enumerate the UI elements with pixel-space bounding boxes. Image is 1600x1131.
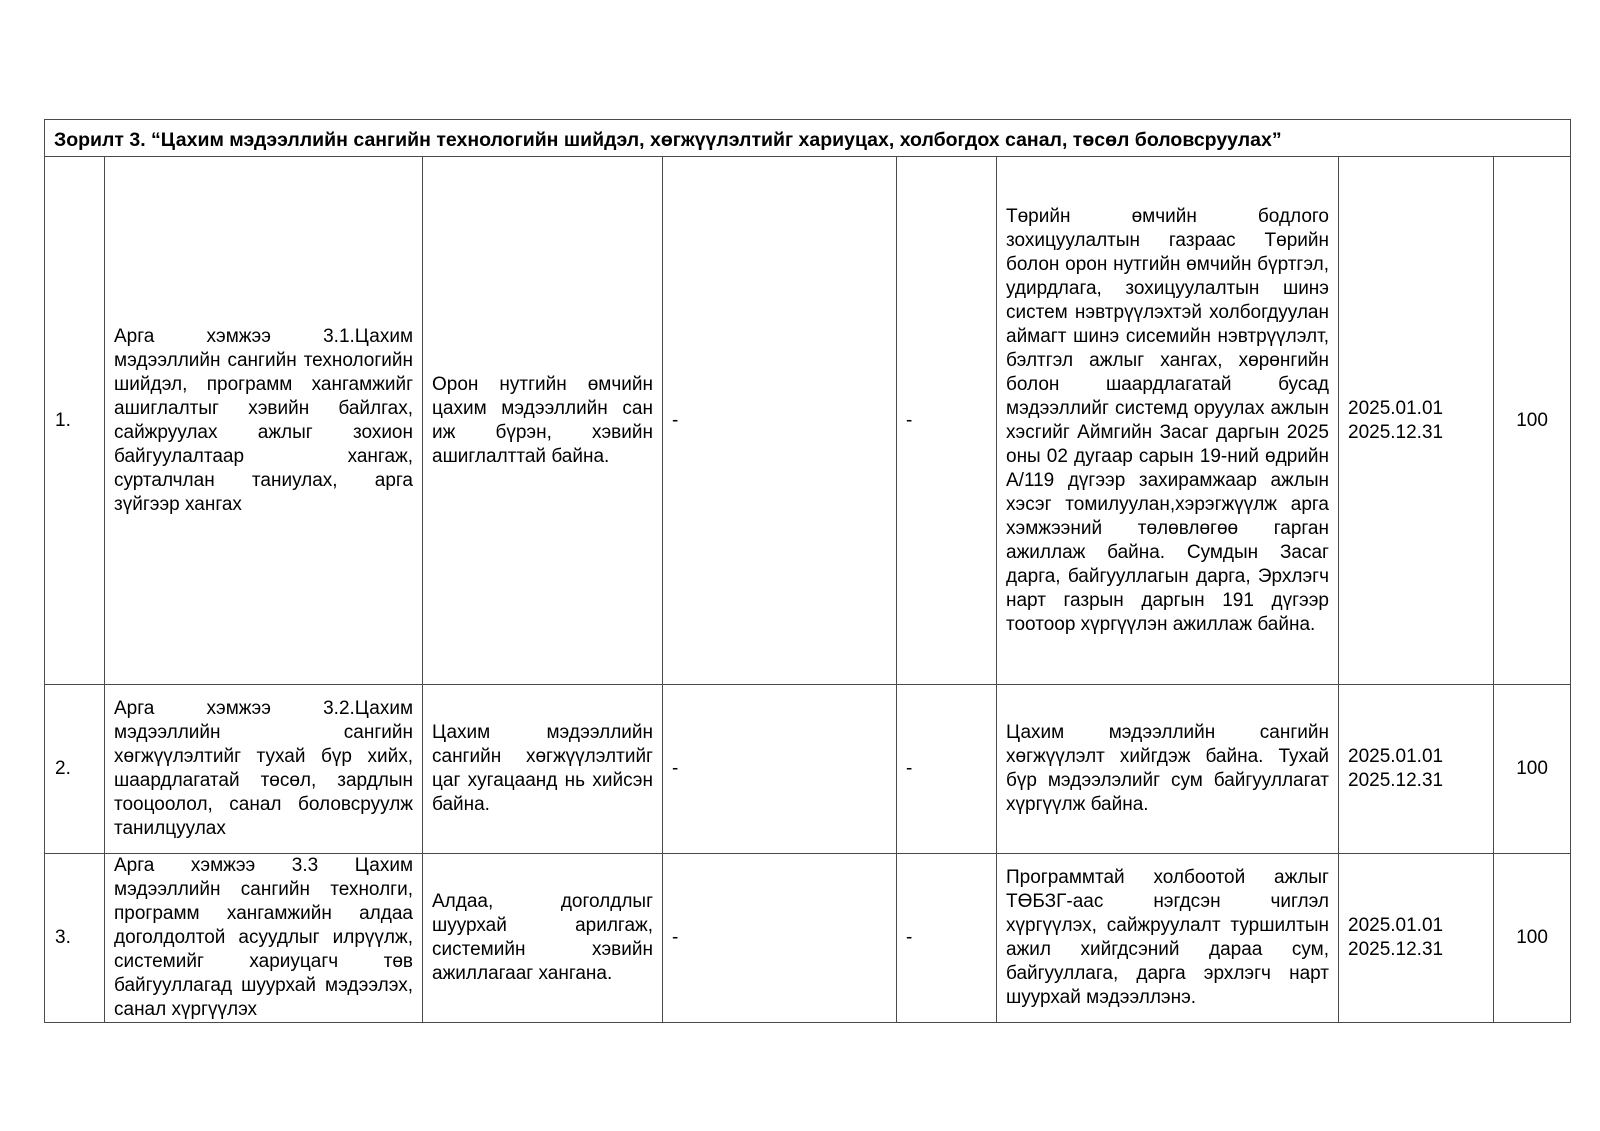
- activity-cell: Арга хэмжээ 3.3 Цахим мэдээллийн сангийн технолги, программ хангамжийн алдаа доголдолтой асуудлыг илрүүлж, системийг хариуцагч төв байгууллагад шуурхай мэдээлэх, санал хүргүүлэх: [105, 854, 423, 1023]
- dash-cell: -: [897, 685, 997, 854]
- row-number: 2.: [45, 685, 105, 854]
- date-start: 2025.01.01: [1348, 746, 1444, 767]
- dash-cell: -: [897, 157, 997, 685]
- date-range-cell: [1339, 157, 1494, 685]
- date-end: 2025.12.31: [1348, 421, 1444, 443]
- expected-result-cell: Орон нутгийн өмчийн цахим мэдээллийн сан иж бүрэн, хэвийн ашиглалттай байна.: [423, 157, 663, 685]
- dash-cell: -: [897, 854, 997, 1023]
- table-row: [45, 685, 1571, 854]
- activity-report-table: [44, 119, 1571, 1023]
- activity-cell: Арга хэмжээ 3.2.Цахим мэдээллийн сангийн хөгжүүлэлтийг тухай бүр хийх, шаардлагатай төсөл, зардлын тооцоолол, санал боловсруулж танилцуулах: [105, 685, 423, 854]
- table-row: [45, 157, 1571, 685]
- table-row: [45, 854, 1571, 1023]
- progress-cell: Цахим мэдээллийн сангийн хөгжүүлэлт хийгдэж байна. Тухай бүр мэдээлэлийг сум байгууллагат хүргүүлж байна.: [997, 685, 1339, 854]
- percent-cell: 100: [1494, 854, 1571, 1023]
- progress-cell: Программтай холбоотой ажлыг ТӨБЗГ-аас нэгдсэн чиглэл хүргүүлэх, сайжруулалт туршилтын ажил хийгдсэний дараа сум, байгууллага, дарга эрхлэгч нарт шуурхай мэдээллэнэ.: [997, 854, 1339, 1023]
- progress-cell: Төрийн өмчийн бодлого зохицуулалтын газраас Төрийн болон орон нутгийн өмчийн бүртгэл, удирдлага, зохицуулалтын шинэ систем нэвтрүүлэхтэй холбогдуулан аймагт шинэ сисемийн нэвтрүүлэлт, бэлтгэл ажлыг хангах, хөрөнгийн болон шаардлагатай бусад мэдээллийг системд оруулах ажлын хэсгийг Аймгийн Засаг даргын 2025 оны 02 дугаар сарын 19-ний өдрийн А/119 дүгээр захирамжаар ажлын хэсэг томилуулан,хэрэгжүүлж арга хэмжээний төлөвлөгөө гарган ажиллаж байна. Сумдын Засаг дарга, байгууллагын дарга, Эрхлэгч нарт газрын даргын 191 дүгээр тоотоор хүргүүлэн ажиллаж байна.: [997, 157, 1339, 685]
- date-start: 2025.01.01: [1348, 915, 1444, 936]
- date-end: 2025.12.31: [1348, 770, 1444, 791]
- date-start: 2025.01.01: [1348, 397, 1444, 419]
- date-range-cell: [1339, 854, 1494, 1023]
- date-range-cell: [1339, 685, 1494, 854]
- row-number: 1.: [45, 157, 105, 685]
- percent-cell: 100: [1494, 685, 1571, 854]
- percent-cell: 100: [1494, 157, 1571, 685]
- dash-cell: -: [663, 157, 897, 685]
- row-number: 3.: [45, 854, 105, 1023]
- expected-result-cell: Цахим мэдээллийн сангийн хөгжүүлэлтийг цаг хугацаанд нь хийсэн байна.: [423, 685, 663, 854]
- dash-cell: -: [663, 854, 897, 1023]
- expected-result-cell: Алдаа, доголдлыг шуурхай арилгаж, системийн хэвийн ажиллагааг хангана.: [423, 854, 663, 1023]
- date-end: 2025.12.31: [1348, 939, 1444, 960]
- goal-row: [45, 120, 1571, 157]
- dash-cell: -: [663, 685, 897, 854]
- goal-title: Зорилт 3. “Цахим мэдээллийн сангийн технологийн шийдэл, хөгжүүлэлтийг хариуцах, холбогдох санал, төсөл боловсруулах”: [45, 120, 1571, 157]
- activity-cell: Арга хэмжээ 3.1.Цахим мэдээллийн сангийн технологийн шийдэл, программ хангамжийг ашиглалтыг хэвийн байлгах, сайжруулах ажлыг зохион байгуулалтаар хангаж, сурталчлан таниулах, арга зүйгээр хангах: [105, 157, 423, 685]
